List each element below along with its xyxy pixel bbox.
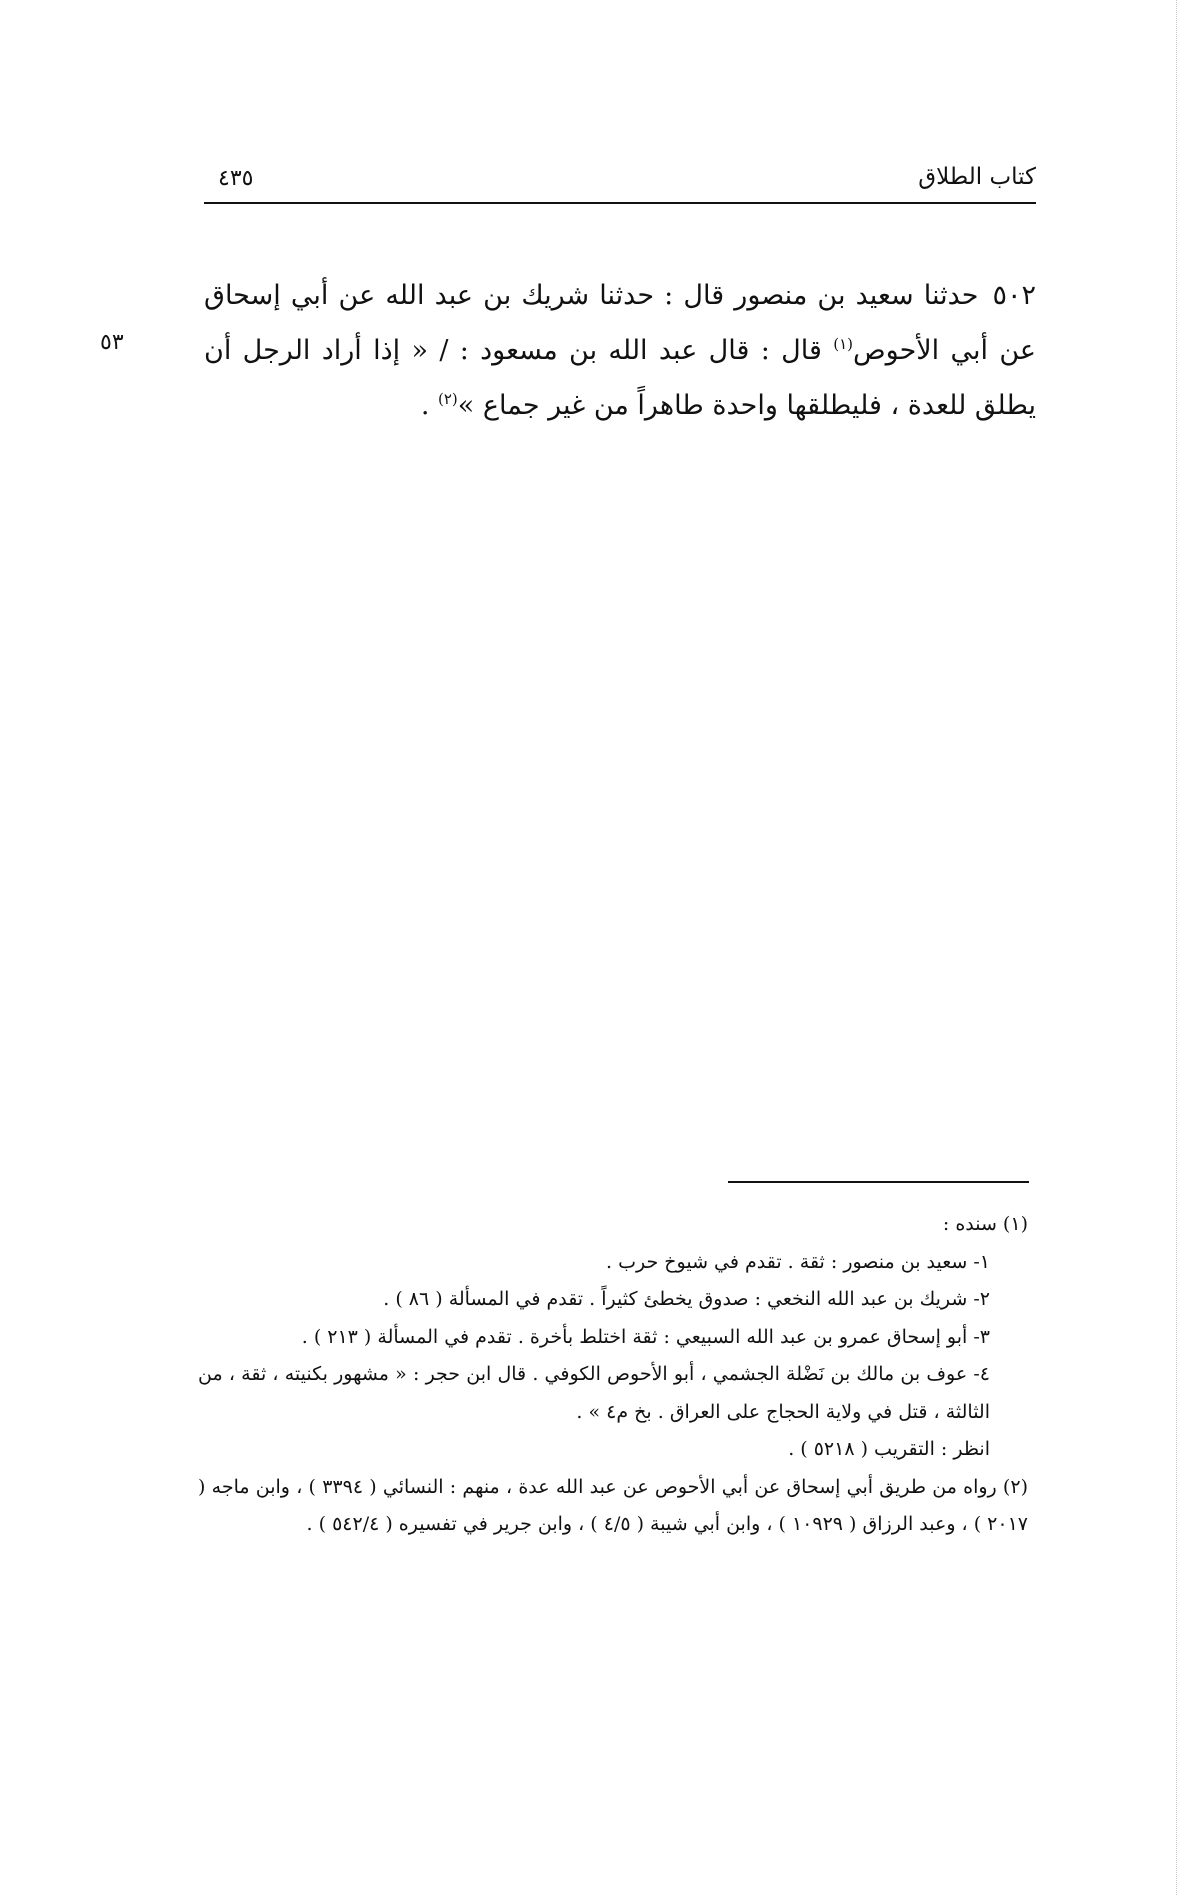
hadith-text-part-2: قال : قال عبد الله بن مسعود : / « إذا أراد الرجل أن يطلق للعدة ، فليطلقها واحدة طاهراً من غير جماع » [204,335,1036,421]
footnote-ref-1: (١) [833,335,853,353]
footnote-1-narrator-2: ٢- شريك بن عبد الله النخعي : صدوق يخطئ كثيراً . تقدم في المسألة ( ٨٦ ) . [383,1288,990,1310]
hadith-text-part-1: حدثنا سعيد بن منصور قال : حدثنا شريك بن عبد الله عن أبي إسحاق عن أبي الأحوص [204,280,1036,366]
footnote-1-heading: (١) سنده : [942,1213,1028,1235]
hadith-text-part-3: . [420,390,438,421]
page-number: ٤٣٥ [218,166,254,191]
footnote-separator [728,1181,1029,1183]
footnote-1-narrator-3: ٣- أبو إسحاق عمرو بن عبد الله السبيعي : ثقة اختلط بأخرة . تقدم في المسألة ( ٢١٣ ) . [301,1325,990,1348]
hadith-paragraph [204,268,1036,433]
margin-page-reference: ٥٣ [100,330,124,355]
footnote-1-source: انظر : التقريب ( ٥٢١٨ ) . [788,1438,990,1460]
footnote-ref-2: (٢) [437,390,458,408]
footnote-1-narrator-1: ١- سعيد بن منصور : ثقة . تقدم في شيوخ حرب . [606,1250,990,1273]
running-header [204,160,1036,204]
footnote-2: (٢) رواه من طريق أبي إسحاق عن أبي الأحوص عن عبد الله عدة ، منهم : النسائي ( ٣٣٩٤ ) ، وابن ماجه ( ٢٠١٧ ) ، وعبد الرزاق ( ١٠٩٢٩ ) ، وابن أبي شيبة ( ٤/٥ ) ، وابن جرير في تفسيره ( ٥٤٢/٤ ) . [198,1475,1028,1535]
footnotes [198,1206,1028,1544]
hadith-number: ٥٠٢ [992,280,1037,311]
footnote-1-narrator-4: ٤- عوف بن مالك بن نَضْلة الجشمي ، أبو الأحوص الكوفي . قال ابن حجر : « مشهور بكنيته ، ثقة ، من الثالثة ، قتل في ولاية الحجاج على العراق . بخ م٤ » . [198,1363,990,1423]
book-title: كتاب الطلاق [918,164,1036,190]
scan-edge-mark [1176,0,1178,1895]
